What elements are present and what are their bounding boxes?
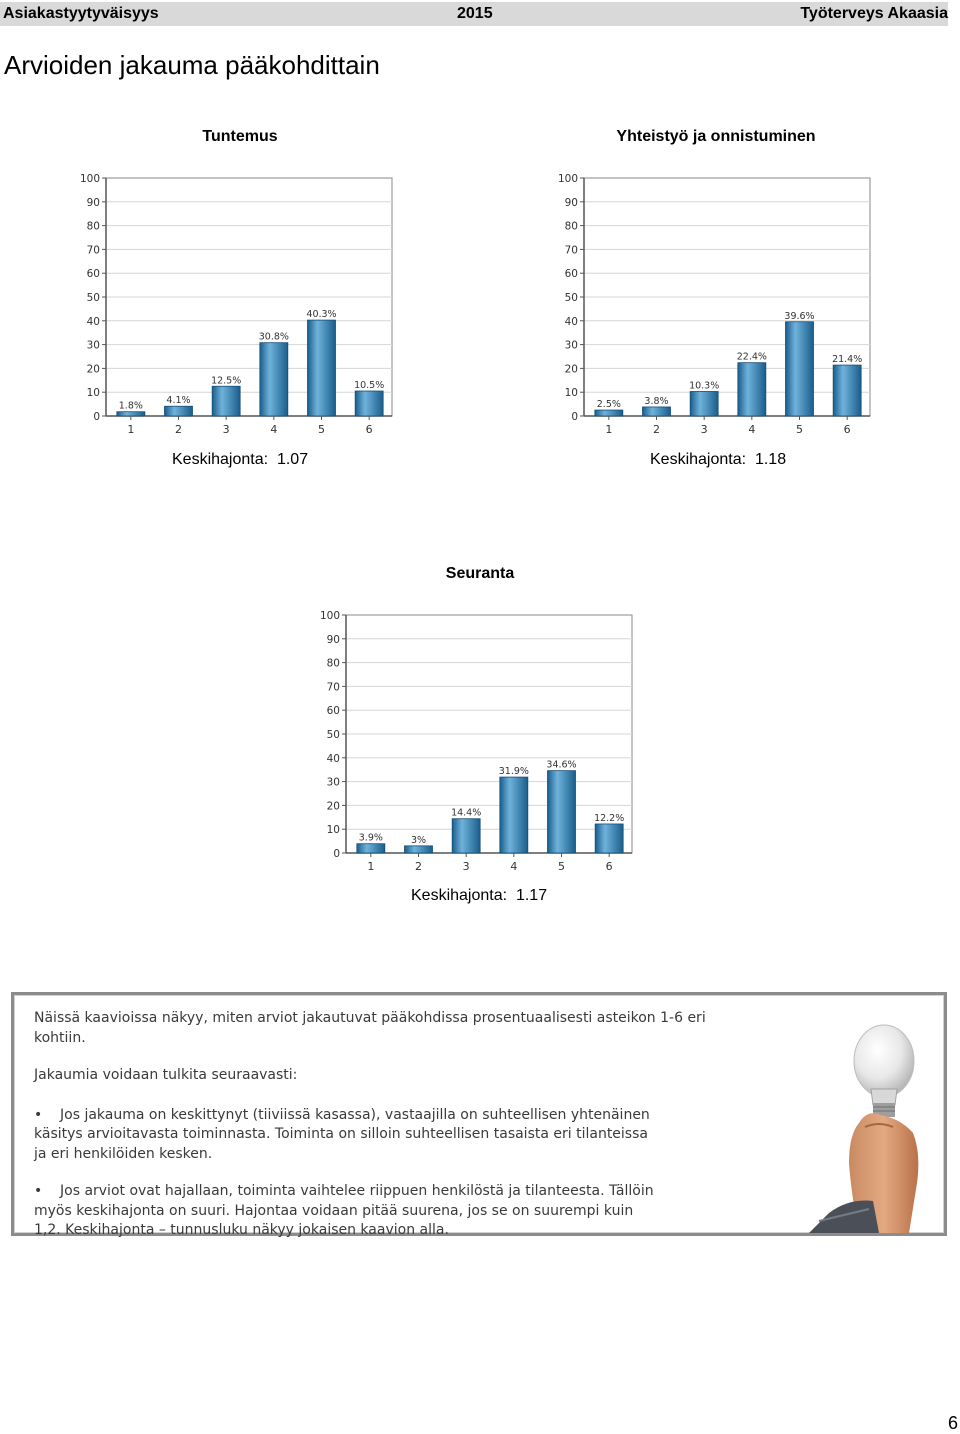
y-tick-label: 60: [326, 705, 340, 718]
bar: [165, 406, 193, 416]
bar: [260, 343, 288, 416]
bar-chart: [548, 170, 878, 442]
bar: [738, 363, 766, 416]
bar-data-label: 34.6%: [546, 759, 577, 771]
y-tick-label: 50: [86, 292, 100, 304]
bar: [117, 412, 145, 416]
y-tick-label: 40: [564, 315, 578, 328]
info-box: [11, 992, 947, 1236]
bar: [833, 365, 861, 416]
bar: [690, 391, 718, 416]
bullet-text: Jos jakauma on keskittynyt (tiiviissä kasassa), vastaajilla on suhteellisen yhtenäinen käsitys arvioitavasta toiminnasta. Toiminta on silloin suhteellisen tasaista eri tilanteissa ja eri henkilöiden kesken.: [34, 1106, 650, 1162]
x-tick-label: 1: [367, 860, 375, 873]
bar: [643, 407, 671, 416]
bullet-dot: •: [34, 1106, 43, 1123]
bar: [500, 777, 528, 853]
bar-data-label: 1.8%: [118, 400, 143, 412]
std-dev-label: Keskihajonta:: [172, 451, 269, 468]
y-tick-label: 90: [326, 633, 340, 646]
y-tick-label: 100: [319, 610, 340, 622]
bar: [595, 410, 623, 416]
x-tick-label: 6: [605, 860, 613, 873]
x-tick-label: 2: [415, 860, 422, 873]
chart-title: Yhteistyö ja onnistuminen: [616, 128, 816, 145]
bar: [355, 391, 383, 416]
y-tick-label: 30: [564, 339, 578, 352]
y-tick-label: 80: [86, 220, 100, 233]
bullet-text: Jos arviot ovat hajallaan, toiminta vaihtelee riippuen henkilöstä ja tilanteesta. Tällöin myös keskihajonta on suuri. Hajontaa voidaan pitää suurena, jos se on suurempi kuin 1,2. Keskihajonta – tunnusluku näkyy jokaisen kaavion alla.: [34, 1183, 654, 1238]
x-tick-label: 3: [222, 423, 230, 436]
std-dev-line: [650, 451, 786, 469]
bar: [452, 819, 480, 853]
bar-chart: [70, 170, 400, 442]
bullet-dot: •: [34, 1183, 43, 1199]
y-tick-label: 60: [564, 268, 578, 281]
y-tick-label: 10: [564, 387, 578, 400]
std-dev-label: Keskihajonta:: [411, 887, 508, 904]
y-tick-label: 20: [564, 363, 578, 376]
bar-data-label: 3%: [410, 834, 427, 846]
bar-data-label: 10.5%: [354, 380, 385, 392]
std-dev-line: [172, 451, 308, 469]
x-tick-label: 5: [796, 423, 803, 436]
page-number: 6: [947, 1413, 958, 1433]
bar: [548, 771, 576, 853]
page-title: Arvioiden jakauma pääkohdittain: [4, 50, 380, 80]
info-subheading: Jakaumia voidaan tulkita seuraavasti:: [34, 1067, 298, 1083]
y-tick-label: 10: [86, 387, 100, 400]
y-tick-label: 20: [86, 363, 100, 376]
info-bullet: [34, 1182, 654, 1241]
y-tick-label: 20: [326, 800, 340, 813]
bar-data-label: 21.4%: [832, 354, 863, 366]
info-text: [34, 1009, 706, 1259]
y-tick-label: 10: [326, 824, 340, 837]
bar-data-label: 12.2%: [594, 812, 625, 824]
bar-data-label: 30.8%: [258, 331, 289, 343]
y-tick-label: 0: [93, 411, 100, 423]
y-tick-label: 50: [564, 292, 578, 304]
std-dev-label: Keskihajonta:: [650, 451, 747, 468]
x-tick-label: 3: [700, 423, 708, 436]
x-tick-label: 4: [748, 423, 756, 436]
std-dev-value: 1.18: [754, 451, 787, 468]
std-dev-value: 1.17: [515, 887, 548, 904]
x-tick-label: 6: [843, 423, 851, 436]
y-tick-label: 0: [571, 411, 578, 423]
y-tick-label: 60: [86, 268, 100, 281]
y-tick-label: 30: [326, 776, 340, 789]
y-tick-label: 70: [86, 244, 100, 257]
x-tick-label: 4: [510, 860, 518, 873]
x-tick-label: 2: [653, 423, 660, 436]
header-report-title: Asiakastyytyväisyys: [3, 5, 159, 22]
x-tick-label: 1: [127, 423, 135, 436]
bar-data-label: 2.5%: [596, 399, 621, 411]
header-year: 2015: [457, 5, 493, 22]
bar-data-label: 4.1%: [166, 395, 191, 407]
bar-data-label: 39.6%: [784, 310, 815, 322]
bar: [212, 386, 240, 416]
y-tick-label: 100: [557, 173, 578, 185]
bar-chart: [310, 607, 640, 879]
bar: [595, 824, 623, 853]
lightbulb-in-hand-icon: [809, 1023, 944, 1233]
bar-data-label: 40.3%: [306, 309, 337, 321]
y-tick-label: 70: [326, 681, 340, 694]
y-tick-label: 90: [86, 196, 100, 209]
x-tick-label: 3: [462, 860, 470, 873]
y-tick-label: 80: [564, 220, 578, 233]
y-tick-label: 0: [333, 848, 340, 860]
x-tick-label: 2: [175, 423, 182, 436]
bar: [786, 322, 814, 416]
bar: [308, 320, 336, 416]
header-organization: Työterveys Akaasia: [800, 5, 948, 22]
bar: [357, 844, 385, 853]
y-tick-label: 80: [326, 657, 340, 670]
bar-data-label: 31.9%: [498, 766, 529, 778]
y-tick-label: 100: [79, 173, 100, 185]
std-dev-value: 1.07: [276, 451, 309, 468]
chart-title: Tuntemus: [202, 128, 278, 145]
y-tick-label: 30: [86, 339, 100, 352]
y-tick-label: 70: [564, 244, 578, 257]
bar: [405, 846, 433, 853]
bar-data-label: 10.3%: [689, 380, 720, 392]
x-tick-label: 6: [365, 423, 373, 436]
bar-data-label: 3.9%: [358, 832, 383, 844]
x-tick-label: 5: [318, 423, 325, 436]
std-dev-line: [411, 887, 547, 905]
x-tick-label: 4: [270, 423, 278, 436]
chart-title: Seuranta: [445, 565, 515, 582]
info-intro: Näissä kaavioissa näkyy, miten arviot jakautuvat pääkohdissa prosentuaalisesti asteikon 1-6 eri kohtiin.: [34, 1010, 706, 1046]
y-tick-label: 90: [564, 196, 578, 209]
bar-data-label: 3.8%: [644, 395, 669, 407]
y-tick-label: 40: [326, 752, 340, 765]
bar-data-label: 22.4%: [736, 351, 767, 363]
header-bar: [0, 2, 948, 26]
x-tick-label: 1: [605, 423, 613, 436]
info-bullet: [34, 1106, 654, 1165]
bar-data-label: 14.4%: [451, 807, 482, 819]
bar-data-label: 12.5%: [211, 375, 242, 387]
y-tick-label: 40: [86, 315, 100, 328]
y-tick-label: 50: [326, 729, 340, 741]
x-tick-label: 5: [558, 860, 565, 873]
